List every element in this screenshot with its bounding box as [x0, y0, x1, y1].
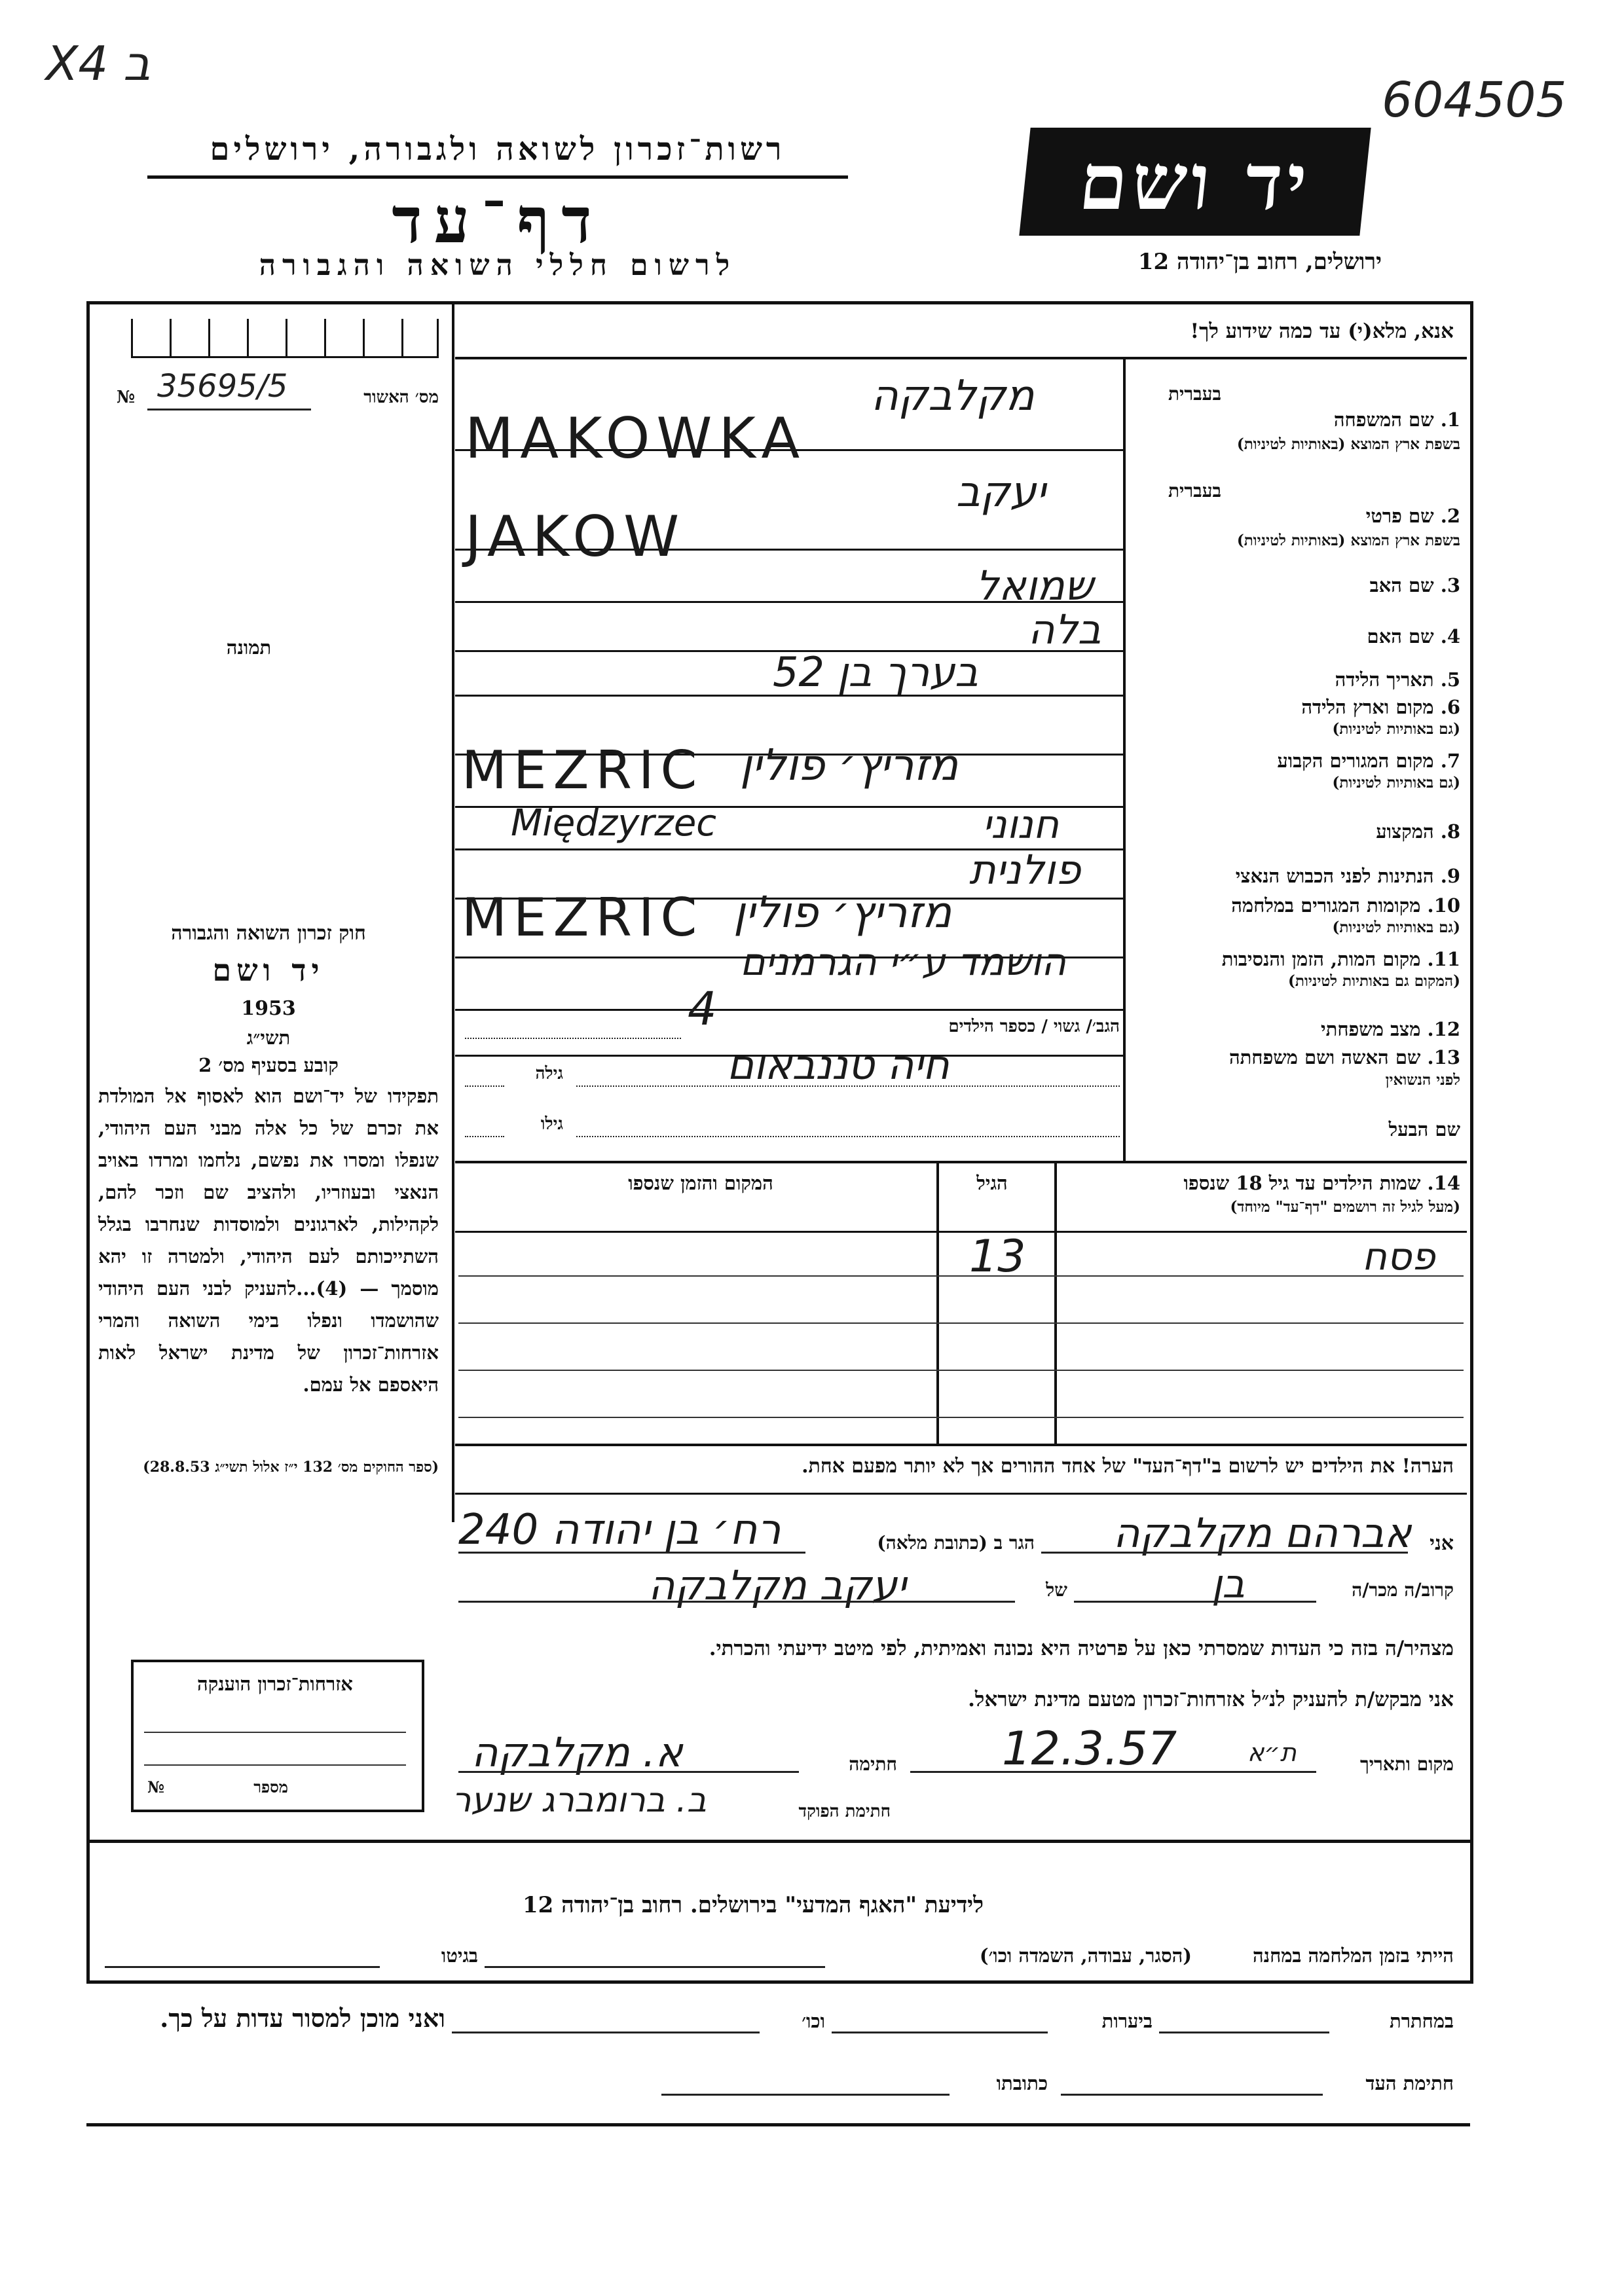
place-value: ת״א [1247, 1738, 1297, 1767]
children-header-rule [455, 1231, 1467, 1233]
statement-2: אני מבקש/ת להעניק לנ״ל אזרחות־זכרון מטעם מדינת ישראל. [968, 1688, 1454, 1711]
footer-line2-underline-a [1159, 2032, 1329, 2033]
footer-line2-underground: במחתרת [1390, 2010, 1454, 2032]
col-place-header: המקום והזמן שנספו [628, 1172, 773, 1194]
footer-line2-willing: ואני מוכן למסור עדות על כך. [160, 2003, 445, 2033]
field-1-label: 1. שם המשפחה [1333, 409, 1460, 431]
field-6-label: 6. מקום וארץ הלידה [1301, 696, 1460, 718]
footer-line2-underline-b [832, 2032, 1048, 2033]
children-row-1 [458, 1275, 1464, 1277]
field-14-sublabel: (מעל לגיל זה רושמים "דף־עד" מיוחד) [1230, 1198, 1460, 1216]
footer-witness-address: כתובתו [996, 2072, 1048, 2094]
label-column-divider [1123, 359, 1126, 1161]
declarant-underline [1041, 1552, 1408, 1554]
place-date-label: מקום ותאריך [1359, 1753, 1454, 1775]
form-instruction: אנא, מלא(י) עד כמה שידוע לך! [1190, 319, 1454, 343]
clerk-signature-value: ב. ברומברג שנער [452, 1781, 707, 1820]
footer-line2-etc: וכו׳ [802, 2010, 825, 2032]
firstname-hebrew-value: יעקב [956, 468, 1046, 517]
firstname-latin-value: JAKOW [465, 504, 686, 570]
photo-label: תמונה [226, 636, 272, 659]
field-10-sublabel: (גם באותיות לטיניות) [1332, 919, 1460, 936]
footer-line2-underline-c [452, 2032, 760, 2033]
children-note: הערה! את הילדים יש לרשום ב"דף־העד" של אחד ההורים אך לא יותר מפעם אחת. [802, 1455, 1454, 1478]
marital-value: 4 [688, 982, 717, 1036]
children-row-2 [458, 1322, 1464, 1324]
field-14-label: 14. שמות הילדים עד גיל 18 שנספו [1183, 1172, 1460, 1194]
resides-label: הגר ב (כתובת מלאה) [877, 1532, 1035, 1554]
birth-place-latin-value: MEZRIC [462, 740, 704, 801]
birth-place-hebrew-value: מזריץ׳ פולין [740, 740, 959, 790]
footer-line1-underline [485, 1966, 825, 1968]
field-13-label: 13. שם האשה ושם משפחתה [1228, 1046, 1460, 1068]
footer-top-rule [86, 1840, 1470, 1843]
clerk-label: חתימת הפוקד [798, 1802, 891, 1821]
of-value: יעקב מקלבקה [648, 1561, 906, 1609]
memorial-line-1 [144, 1732, 406, 1733]
war-residence-hebrew-value: מזריץ׳ פולין [733, 887, 952, 938]
footer-line3-underline-b [661, 2094, 950, 2096]
declaration-i-label: אני [1430, 1532, 1454, 1555]
approval-tick-box [131, 319, 439, 358]
approval-no-label: № [117, 388, 136, 407]
logo-text: יד ושם [1075, 136, 1316, 227]
children-col-divider-2 [1054, 1162, 1057, 1444]
father-name-value: שמואל [976, 562, 1094, 610]
field-10-label: 10. מקומות המגורים במלחמה [1231, 894, 1460, 917]
field-1-hebrew-tag: בעברית [1168, 383, 1221, 405]
authority-line: רשות־זכרון לשואה ולגבורה, ירושלים [210, 131, 786, 168]
birth-date-value: בערך בן 52 [773, 648, 979, 696]
children-table-top [455, 1161, 1467, 1163]
wife-name-value: חיה טננבאום [727, 1041, 950, 1089]
field-12-label: 12. מצב משפחתי [1321, 1018, 1460, 1040]
signature-value: א. מקלבקה [471, 1728, 683, 1776]
signature-label: חתימה [849, 1753, 897, 1775]
field-4-label: 4. שם האם [1367, 625, 1460, 647]
col-age-header: הגיל [976, 1172, 1008, 1194]
child-name-value: פסח [1362, 1234, 1435, 1279]
husband-age-underline [465, 1136, 504, 1137]
war-residence-latin-value: MEZRIC [462, 887, 704, 948]
field-2-label: 2. שם פרטי [1365, 505, 1460, 527]
mother-name-value: בלה [1028, 606, 1101, 653]
corner-mark-right: 604505 [1382, 72, 1567, 128]
wife-age-label: גילה [535, 1064, 563, 1084]
field-3-label: 3. שם האב [1369, 574, 1460, 596]
law-text: תפקידו של יד־ושם הוא לאסוף אל המולדת את זכרם של כל אלה מבני העם היהודי, שנפלו ומסרו את נפשם, נלחמו ומרדו באויב הנאצי ובעוזריו, ולהציב שם וזכר להם, לקהילות, לארגונים ולמוסדות שנחרבו בגלל השתייכותם לעם היהודי, ולמטרה זו יהא מוסמך — (4)...להעניק לבני העם היהודי שהושמדו ונפלו בימי השואה והמרי אזרחות־זכרון של מדינת ישראל לאות היאספם אל עמם. [98, 1085, 439, 1396]
nationality-value: פולנית [969, 846, 1081, 894]
signature-underline [458, 1771, 799, 1773]
law-year-num: 1953 [241, 997, 296, 1020]
law-name: יד ושם [212, 953, 325, 988]
footer-line1-types: (הסגר, עבודה, השמדה וכו׳) [979, 1944, 1192, 1967]
authority-underline [147, 175, 848, 179]
address-underline [458, 1552, 805, 1554]
field-11-sublabel: (המקום גם באותיות לטיניות) [1288, 972, 1460, 990]
left-column-divider [452, 304, 454, 1522]
relation-underline [1074, 1601, 1316, 1603]
header-address: ירושלים, רחוב בן־יהודה 12 [1137, 249, 1382, 275]
date-value: 12.3.57 [1002, 1722, 1177, 1776]
residence-value: Międzyrzec [511, 802, 717, 845]
footer-witness-signature: חתימת העד [1365, 2072, 1454, 2094]
law-section: קובע בסעיף מס׳ 2 [198, 1054, 339, 1076]
form-subtitle: לרשום חללי השואה והגבורה [259, 249, 737, 282]
relation-label: קרוב/ה מכר/ה [1352, 1579, 1454, 1601]
form-title: דף־עד [392, 183, 604, 257]
approval-label: מס׳ האשור [363, 388, 439, 407]
statement-1: מצהיר/ה בזה כי העדות שמסרתי כאן על פרטיה היא נכונה ואמיתית, לפי מיטב ידיעתי והכרתי. [709, 1637, 1454, 1660]
children-row-3 [458, 1370, 1464, 1371]
approval-value: 35695/5 [157, 368, 288, 405]
field-1-sublabel: בשפת ארץ המוצא (באותיות לטיניות) [1236, 435, 1460, 453]
husband-age-label: גילו [540, 1114, 563, 1134]
memorial-number-label: מספר [253, 1777, 288, 1796]
footer-line2-forests: ביערות [1101, 2010, 1153, 2032]
note-bottom-rule [455, 1493, 1467, 1495]
note-top-rule [455, 1444, 1467, 1446]
law-year-he: תשי״ג [246, 1027, 291, 1049]
law-citation: (ספר החוקים מס׳ 132 י״ז אלול תשי״ג 28.8.53) [143, 1459, 439, 1476]
memorial-line-2 [144, 1764, 406, 1766]
field-5-label: 5. תאריך הלידה [1335, 668, 1460, 691]
surname-hebrew-value: מקלבקה [871, 372, 1035, 420]
footer-line1-camp: הייתי בזמן המלחמה במחנה [1252, 1944, 1454, 1967]
memorial-no-label: № [147, 1777, 165, 1796]
law-title: חוק זכרון השואה והגבורה [171, 922, 366, 945]
husband-underline [576, 1136, 1120, 1137]
field-8-label: 8. המקצוע [1376, 820, 1460, 843]
wife-underline [576, 1085, 1120, 1087]
yad-vashem-logo [1019, 128, 1371, 236]
field-2-sublabel: בשפת ארץ המוצא (באותיות לטיניות) [1236, 532, 1460, 549]
children-row-4 [458, 1417, 1464, 1418]
profession-value: חנוני [982, 802, 1060, 848]
field-husband-label: שם הבעל [1388, 1118, 1460, 1140]
relation-value: בן [1211, 1561, 1246, 1607]
field-6-sublabel: (גם באותיות לטיניות) [1332, 720, 1460, 738]
footer-line1-ghetto-underline [105, 1966, 380, 1968]
memorial-box-title: אזרחות־זכרון הוענקה [197, 1673, 353, 1695]
field-13-sublabel: לפני הנשואין [1385, 1071, 1460, 1089]
footer-line3-underline-a [1061, 2094, 1323, 2096]
field-7-label: 7. מקום המגורים הקבוע [1277, 750, 1460, 772]
footer-bottom-rule [86, 2123, 1470, 2126]
surname-latin-value: MAKOWKA [465, 406, 807, 471]
approval-underline [147, 409, 311, 410]
wife-age-underline [465, 1085, 504, 1087]
footer-line1-ghetto: בגיטו [441, 1944, 478, 1967]
field-12-underline [465, 1038, 681, 1039]
field-12-options: הגב׳/ גשוי / כספר הילדים [948, 1017, 1120, 1036]
field-11-label: 11. מקום המות, הזמן והנסיבות [1221, 948, 1460, 970]
corner-mark-left: X4 ב [46, 36, 151, 91]
field-2-hebrew-tag: בעברית [1168, 480, 1221, 501]
children-col-divider-1 [936, 1162, 939, 1444]
date-underline [910, 1771, 1316, 1773]
declarant-name-value: אברהם מקלבקה [1113, 1509, 1412, 1557]
field-9-label: 9. הנתינות לפני הכבוש הנאצי [1235, 865, 1460, 887]
child-age-value: 13 [969, 1231, 1026, 1283]
footer-title: לידיעת "האגף המדעי" בירושלים. רחוב בן־יהודה 12 [523, 1892, 984, 1918]
death-value: הושמד ע״י הגרמנים [740, 939, 1066, 984]
of-underline [458, 1601, 1015, 1603]
declarant-address-value: רח׳ בן יהודה 240 [458, 1506, 781, 1554]
of-label: של [1046, 1579, 1067, 1601]
field-7-sublabel: (גם באותיות לטיניות) [1332, 774, 1460, 792]
